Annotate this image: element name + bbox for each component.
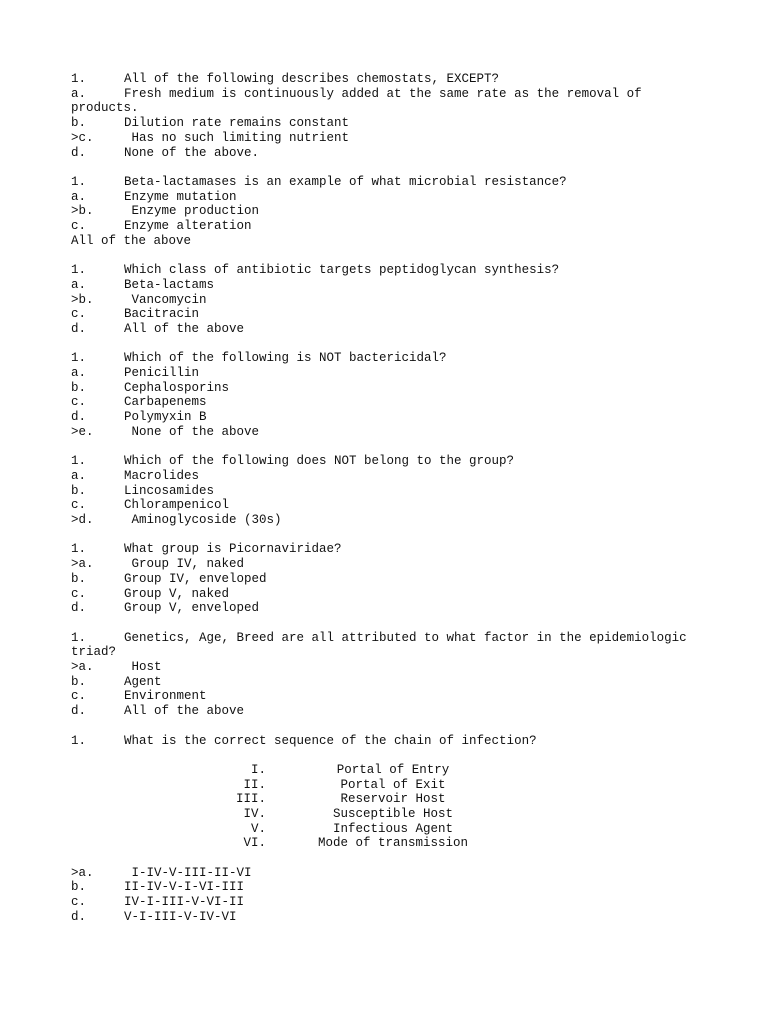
answer-option-label: b. bbox=[71, 116, 87, 131]
answer-option bbox=[71, 689, 711, 704]
question-stem-text: Genetics, Age, Breed are all attributed to what factor in the epidemiologic triad? bbox=[71, 630, 695, 660]
question-block bbox=[71, 631, 711, 719]
answer-option-text: Group IV, enveloped bbox=[124, 571, 267, 586]
answer-option bbox=[71, 880, 711, 895]
answer-option-text: Enzyme production bbox=[124, 204, 260, 219]
question-stem-text: What is the correct sequence of the chain of infection? bbox=[124, 733, 537, 748]
chain-item-numeral: III. bbox=[235, 792, 266, 807]
answer-option bbox=[71, 557, 711, 572]
question-stem bbox=[71, 542, 711, 557]
answer-option-label: >a. bbox=[71, 557, 94, 572]
answer-option bbox=[71, 469, 711, 484]
chain-item-numeral: IV. bbox=[243, 806, 266, 821]
chain-item-text: Portal of Exit bbox=[340, 777, 446, 792]
answer-option-text: Host bbox=[124, 660, 162, 675]
chain-item-numeral: II. bbox=[243, 777, 266, 792]
answer-option-label: d. bbox=[71, 704, 87, 719]
answer-option-text: None of the above bbox=[124, 424, 260, 439]
answer-option bbox=[71, 866, 711, 881]
answer-option bbox=[71, 572, 711, 587]
answer-option-label: b. bbox=[71, 380, 87, 395]
answer-option-label: d. bbox=[71, 410, 87, 425]
answer-option-text: All of the above bbox=[124, 321, 245, 336]
answer-option bbox=[71, 660, 711, 675]
answer-option-label: a. bbox=[71, 189, 87, 204]
answer-option-text: Vancomycin bbox=[124, 292, 207, 307]
answer-option-unlabeled: All of the above bbox=[71, 233, 192, 248]
answer-option bbox=[71, 601, 711, 616]
question-stem-text: Which of the following does NOT belong to the group? bbox=[124, 454, 515, 469]
answer-option-label: c. bbox=[71, 395, 87, 410]
answer-option bbox=[71, 484, 711, 499]
answer-option-label: >d. bbox=[71, 513, 94, 528]
answer-option bbox=[71, 410, 711, 425]
question-stem bbox=[71, 631, 711, 660]
chain-item-numeral: V. bbox=[250, 821, 266, 836]
answer-option bbox=[71, 146, 711, 161]
answer-option-text: Cephalosporins bbox=[124, 380, 230, 395]
chain-item-text: Reservoir Host bbox=[340, 792, 446, 807]
question-stem-label: 1. bbox=[71, 72, 87, 86]
question-stem-text: Beta-lactamases is an example of what microbial resistance? bbox=[124, 174, 567, 189]
answer-option bbox=[71, 131, 711, 146]
question-stem bbox=[71, 351, 711, 366]
answer-option-label: b. bbox=[71, 880, 87, 895]
answer-option bbox=[71, 425, 711, 440]
answer-option-label: d. bbox=[71, 145, 87, 160]
answer-option-text: All of the above bbox=[124, 704, 245, 719]
answer-option bbox=[71, 895, 711, 910]
answer-option-label: >b. bbox=[71, 292, 94, 307]
answer-option-text: Aminoglycoside (30s) bbox=[124, 513, 282, 528]
answer-option-text: V-I-III-V-IV-VI bbox=[124, 909, 237, 924]
answer-option bbox=[71, 498, 711, 513]
answer-option-label: c. bbox=[71, 586, 87, 601]
answer-option-text: Group V, enveloped bbox=[124, 601, 260, 616]
chain-item bbox=[71, 763, 711, 778]
question-stem-text: Which of the following is NOT bactericidal? bbox=[124, 351, 447, 366]
answer-option-label: c. bbox=[71, 219, 87, 234]
answer-option-label: a. bbox=[71, 86, 87, 101]
answer-option-text: Penicillin bbox=[124, 366, 200, 381]
answer-option-text: Beta-lactams bbox=[124, 277, 215, 292]
question-block bbox=[71, 351, 711, 439]
question-stem-text: What group is Picornaviridae? bbox=[124, 542, 342, 557]
question-block bbox=[71, 72, 711, 160]
chain-item bbox=[71, 807, 711, 822]
answer-option-label: a. bbox=[71, 366, 87, 381]
chain-item-text: Portal of Entry bbox=[336, 762, 450, 777]
answer-option-text: Lincosamides bbox=[124, 483, 215, 498]
answer-option-label: b. bbox=[71, 483, 87, 498]
question-stem-label: 1. bbox=[71, 630, 87, 645]
answer-option-text: Environment bbox=[124, 689, 207, 704]
answer-option-label: d. bbox=[71, 909, 87, 924]
answer-option bbox=[71, 587, 711, 602]
answer-option bbox=[71, 322, 711, 337]
answer-option-text: Group IV, naked bbox=[124, 557, 245, 572]
answer-option-label: >b. bbox=[71, 204, 94, 219]
answer-option-label: d. bbox=[71, 601, 87, 616]
answer-option bbox=[71, 278, 711, 293]
question-block bbox=[71, 454, 711, 528]
chain-item bbox=[71, 836, 711, 851]
answer-option-label: >e. bbox=[71, 424, 94, 439]
answer-option-label: c. bbox=[71, 689, 87, 704]
question-stem-label: 1. bbox=[71, 174, 87, 189]
question-stem-text: Which class of antibiotic targets peptidoglycan synthesis? bbox=[124, 263, 560, 278]
answer-option-label: c. bbox=[71, 498, 87, 513]
answer-option bbox=[71, 381, 711, 396]
question-stem-label: 1. bbox=[71, 454, 87, 469]
answer-option-text: Has no such limiting nutrient bbox=[124, 130, 350, 145]
question-stem-text: All of the following describes chemostats, EXCEPT? bbox=[124, 72, 500, 86]
question-stem bbox=[71, 454, 711, 469]
answer-option bbox=[71, 293, 711, 308]
answer-option-text: Enzyme alteration bbox=[124, 219, 252, 234]
chain-item-numeral: I. bbox=[250, 762, 266, 777]
answer-option-text: IV-I-III-V-VI-II bbox=[124, 895, 245, 910]
answer-option bbox=[71, 395, 711, 410]
question-stem-label: 1. bbox=[71, 733, 87, 748]
answer-option-text: Macrolides bbox=[124, 468, 200, 483]
question-stem-label: 1. bbox=[71, 263, 87, 278]
question-block bbox=[71, 175, 711, 249]
chain-item bbox=[71, 778, 711, 793]
chain-item-text: Susceptible Host bbox=[332, 806, 454, 821]
answer-option bbox=[71, 675, 711, 690]
answer-option-label: c. bbox=[71, 895, 87, 910]
answer-option-text: Dilution rate remains constant bbox=[124, 116, 350, 131]
answer-option-label: >a. bbox=[71, 660, 94, 675]
answer-option bbox=[71, 307, 711, 322]
answer-option bbox=[71, 910, 711, 925]
answer-option-label: a. bbox=[71, 277, 87, 292]
answer-option-text: Fresh medium is continuously added at the same rate as the removal of products. bbox=[71, 86, 650, 116]
answer-option bbox=[71, 366, 711, 381]
answer-option bbox=[71, 513, 711, 528]
chain-item-numeral: VI. bbox=[243, 836, 266, 851]
question-stem bbox=[71, 175, 711, 190]
answer-option-text: Agent bbox=[124, 674, 162, 689]
answer-option bbox=[71, 704, 711, 719]
question-block bbox=[71, 542, 711, 616]
answer-option-label: b. bbox=[71, 674, 87, 689]
question-stem bbox=[71, 263, 711, 278]
answer-option-text: Bacitracin bbox=[124, 307, 200, 322]
question-stem-label: 1. bbox=[71, 542, 87, 557]
question-stem-label: 1. bbox=[71, 351, 87, 366]
answer-option bbox=[71, 116, 711, 131]
answer-option-text: Group V, naked bbox=[124, 586, 230, 601]
question-stem bbox=[71, 734, 711, 749]
answer-option bbox=[71, 204, 711, 219]
answer-option bbox=[71, 190, 711, 205]
answer-option-label: >a. bbox=[71, 865, 94, 880]
answer-option-label: c. bbox=[71, 307, 87, 322]
chain-item bbox=[71, 822, 711, 837]
answer-option-text: I-IV-V-III-II-VI bbox=[124, 865, 252, 880]
answer-option-text: Carbapenems bbox=[124, 395, 207, 410]
answer-option bbox=[71, 219, 711, 234]
answer-option-text: Enzyme mutation bbox=[124, 189, 237, 204]
answer-option-text: Polymyxin B bbox=[124, 410, 207, 425]
answer-option-label: >c. bbox=[71, 130, 94, 145]
answer-option bbox=[71, 87, 711, 116]
answer-option-text: II-IV-V-I-VI-III bbox=[124, 880, 245, 895]
answer-option-text: None of the above. bbox=[124, 145, 260, 160]
question-block bbox=[71, 263, 711, 337]
chain-item bbox=[71, 792, 711, 807]
question-block bbox=[71, 734, 711, 925]
answer-option-label: d. bbox=[71, 321, 87, 336]
chain-items-list bbox=[71, 763, 711, 851]
answer-option-label: a. bbox=[71, 468, 87, 483]
answer-option-label: b. bbox=[71, 571, 87, 586]
chain-item-text: Mode of transmission bbox=[317, 836, 469, 851]
answer-option-text: Chlorampenicol bbox=[124, 498, 230, 513]
chain-item-text: Infectious Agent bbox=[332, 821, 454, 836]
quiz-document bbox=[71, 72, 711, 939]
question-stem bbox=[71, 72, 711, 87]
